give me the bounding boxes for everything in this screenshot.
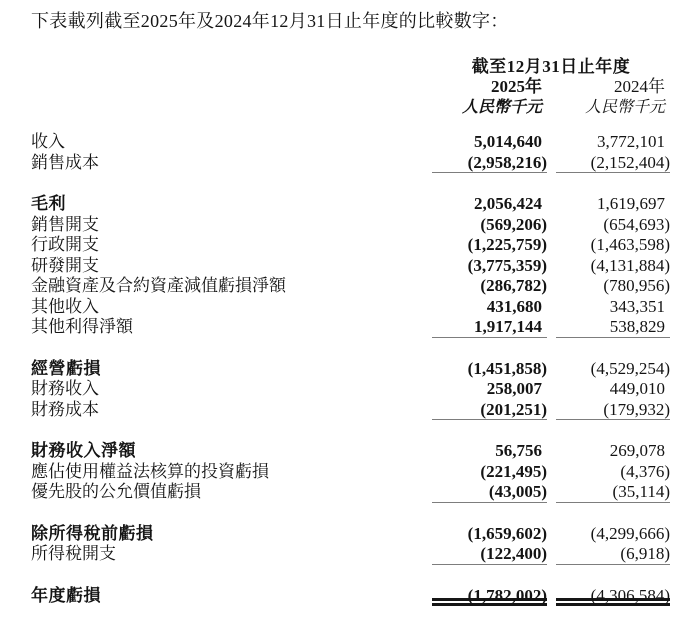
table-row (31, 586, 670, 607)
value-2024: (4,299,666) (590, 523, 670, 543)
value-2025: 1,917,144 (432, 317, 547, 338)
row-label: 其他利得淨額 (31, 317, 133, 336)
value-2025: (43,005) (432, 482, 547, 503)
table-row (31, 153, 670, 174)
row-label: 銷售成本 (31, 152, 99, 172)
value-2025: 258,007 (486, 379, 542, 398)
table-row (31, 235, 670, 256)
value-2025: 2,056,424 (474, 194, 542, 213)
header-label-spacer (31, 97, 432, 118)
value-2025: 56,756 (495, 441, 542, 460)
value-2024: 269,078 (609, 441, 665, 460)
row-label: 所得稅開支 (31, 544, 116, 563)
row-label: 金融資產及合約資產減值虧損淨額 (31, 276, 286, 295)
value-2024: (1,463,598) (590, 235, 670, 254)
value-2025: (201,251) (432, 400, 547, 421)
value-2024: (4,306,584) (556, 586, 670, 607)
column-header-year-2025: 2025年 (491, 77, 542, 96)
value-2025: (1,225,759) (467, 235, 547, 254)
row-label: 銷售開支 (31, 214, 99, 234)
table-body (31, 132, 670, 606)
value-2024: 3,772,101 (597, 132, 665, 151)
value-2025: (1,782,002) (432, 586, 547, 607)
value-2024: (6,918) (556, 544, 670, 565)
row-label: 應佔使用權益法核算的投資虧損 (31, 461, 269, 481)
column-header-unit-2025: 人民幣千元 (461, 99, 542, 116)
value-2024: 1,619,697 (597, 194, 665, 213)
value-2024: 449,010 (609, 379, 665, 398)
value-2024: (654,693) (603, 214, 670, 234)
row-label: 收入 (31, 132, 65, 151)
intro-text: 下表載列截至2025年及2024年12月31日止年度的比較數字： (31, 11, 509, 31)
row-label: 毛利 (31, 194, 66, 213)
header-label-spacer (31, 76, 432, 97)
table-row (31, 544, 670, 565)
table-row (31, 441, 670, 462)
value-2024: 538,829 (556, 317, 670, 338)
value-2024: (780,956) (603, 276, 670, 295)
value-2024: 343,351 (609, 296, 665, 316)
table-row (31, 297, 670, 318)
value-2025: 431,680 (486, 296, 542, 316)
row-label: 財務收入 (31, 379, 99, 398)
table-row (31, 194, 670, 215)
value-2024: (4,131,884) (590, 255, 670, 275)
column-header-year-2024: 2024年 (614, 77, 665, 96)
value-2025: (1,451,858) (467, 358, 547, 378)
value-2025: (221,495) (480, 461, 547, 481)
value-2025: (1,659,602) (467, 523, 547, 543)
row-label: 研發開支 (31, 255, 99, 275)
table-row (31, 379, 670, 400)
table-row (31, 215, 670, 236)
table-row (31, 132, 670, 153)
value-2024: (179,932) (556, 400, 670, 421)
value-2024: (4,529,254) (590, 358, 670, 378)
value-2025: (122,400) (432, 544, 547, 565)
value-2025: 5,014,640 (474, 132, 542, 151)
table-row (31, 359, 670, 380)
row-label: 行政開支 (31, 235, 99, 254)
row-label: 財務收入淨額 (31, 441, 136, 460)
row-label: 財務成本 (31, 399, 99, 419)
table-header-units-row (31, 97, 670, 118)
comparative-figures-table (31, 57, 670, 606)
value-2024: (2,152,404) (556, 153, 670, 174)
value-2025: (2,958,216) (432, 153, 547, 174)
table-row (31, 256, 670, 277)
row-label: 年度虧損 (31, 585, 101, 605)
row-label: 除所得稅前虧損 (31, 523, 154, 543)
header-label-spacer (31, 57, 432, 76)
column-header-unit-2024: 人民幣千元 (584, 99, 665, 116)
value-2025: (286,782) (480, 276, 547, 295)
row-label: 優先股的公允價值虧損 (31, 482, 201, 501)
table-row (31, 482, 670, 503)
table-row (31, 524, 670, 545)
table-row (31, 276, 670, 297)
table-row (31, 317, 670, 338)
period-header: 截至12月31日止年度 (471, 57, 631, 76)
table-row (31, 462, 670, 483)
row-label: 其他收入 (31, 296, 99, 316)
value-2025: (569,206) (480, 214, 547, 234)
table-header-years-row (31, 76, 670, 97)
value-2024: (4,376) (620, 461, 670, 481)
value-2024: (35,114) (556, 482, 670, 503)
value-2025: (3,775,359) (467, 255, 547, 275)
table-header-period-row (31, 57, 670, 76)
row-label: 經營虧損 (31, 358, 101, 378)
table-row (31, 400, 670, 421)
